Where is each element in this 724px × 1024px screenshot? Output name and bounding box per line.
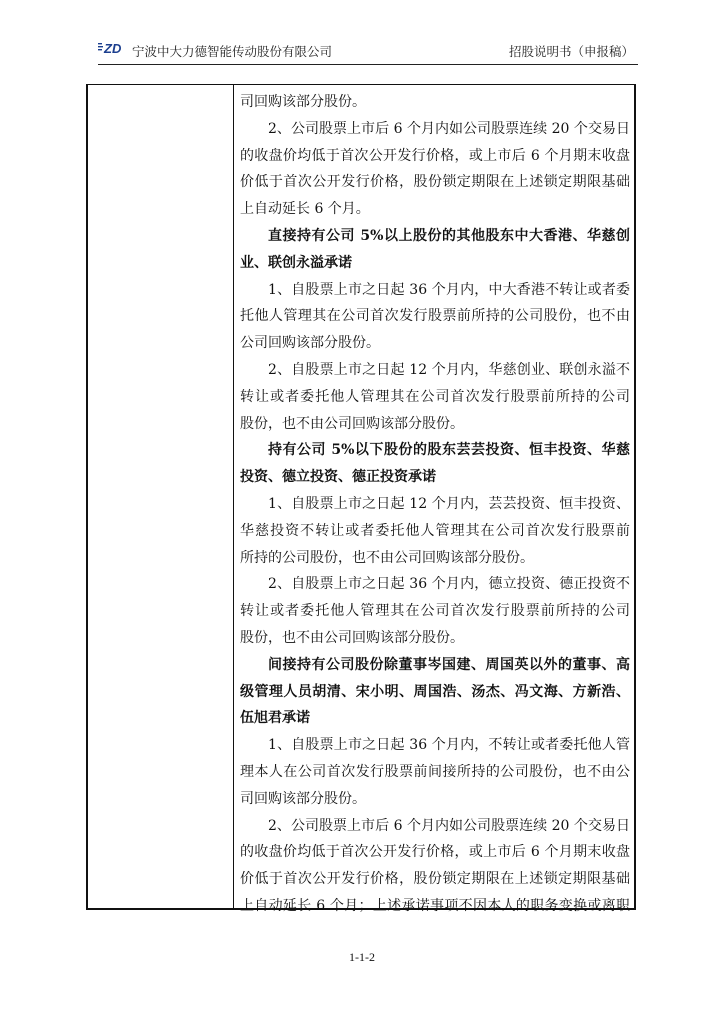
text-line: 公司回购该部分股份。 (240, 335, 380, 352)
text-line: 华慈投资不转让或者委托他人管理其在公司首次发行股票前 (240, 522, 630, 539)
text-line: 1、自股票上市之日起 12 个月内，芸芸投资、恒丰投资、 (268, 495, 630, 512)
company-name: 宁波中大力德智能传动股份有限公司 (132, 44, 333, 59)
text-line: 1、自股票上市之日起 36 个月内，中大香港不转让或者委 (268, 281, 630, 298)
text-line: 直接持有公司 5%以上股份的其他股东中大香港、华慈创 (268, 227, 630, 244)
text-line: 股份，也不由公司回购该部分股份。 (240, 629, 464, 646)
text-line: 司回购该部分股份。 (240, 790, 366, 807)
text-line: 投资、德立投资、德正投资承诺 (240, 469, 436, 486)
company-logo (98, 40, 126, 56)
text-line: 2、公司股票上市后 6 个月内如公司股票连续 20 个交易日 (268, 120, 630, 137)
text-line: 1、自股票上市之日起 36 个月内，不转让或者委托他人管 (268, 737, 630, 754)
text-line: 伍旭君承诺 (240, 710, 310, 727)
text-line: 持有公司 5%以下股份的股东芸芸投资、恒丰投资、华慈 (268, 442, 630, 459)
text-line: 的收盘价均低于首次公开发行价格，或上市后 6 个月期末收盘 (240, 147, 630, 164)
text-line: 托他人管理其在公司首次发行股票前所持的公司股份，也不由 (240, 308, 630, 325)
text-line: 所持的公司股份，也不由公司回购该部分股份。 (240, 549, 534, 566)
document-type: 招股说明书（申报稿） (508, 44, 634, 59)
text-line: 价低于首次公开发行价格，股份锁定期限在上述锁定期限基础 (240, 174, 630, 191)
text-line: 理本人在公司首次发行股票前间接所持的公司股份，也不由公 (240, 763, 630, 780)
text-line: 2、自股票上市之日起 36 个月内，德立投资、德正投资不 (268, 576, 630, 593)
text-line: 转让或者委托他人管理其在公司首次发行股票前所持的公司 (240, 603, 630, 620)
text-line: 2、公司股票上市后 6 个月内如公司股票连续 20 个交易日 (268, 817, 630, 834)
text-line: 2、自股票上市之日起 12 个月内，华慈创业、联创永溢不 (268, 361, 630, 378)
logo-text: ZD (104, 41, 122, 56)
table-content-cell (240, 89, 630, 920)
text-line: 价低于首次公开发行价格，股份锁定期限在上述锁定期限基础 (240, 871, 630, 888)
text-line: 业、联创永溢承诺 (240, 254, 352, 271)
text-line: 级管理人员胡清、宋小明、周国浩、汤杰、冯文海、方新浩、 (240, 683, 630, 700)
text-line: 司回购该部分股份。 (240, 94, 366, 110)
page-header (98, 38, 638, 65)
commitment-table (86, 84, 636, 914)
text-line: 的收盘价均低于首次公开发行价格，或上市后 6 个月期末收盘 (240, 844, 630, 861)
text-line: 间接持有公司股份除董事岑国建、周国英以外的董事、高 (268, 656, 630, 673)
text-line: 股份，也不由公司回购该部分股份。 (240, 415, 464, 432)
text-line: 上自动延长 6 个月。 (240, 201, 370, 218)
table-left-column (88, 85, 234, 908)
text-line: 上自动延长 6 个月；上述承诺事项不因本人的职务变换或离职 (240, 897, 630, 914)
page-number: 1-1-2 (349, 950, 375, 964)
text-line: 转让或者委托他人管理其在公司首次发行股票前所持的公司 (240, 388, 630, 405)
